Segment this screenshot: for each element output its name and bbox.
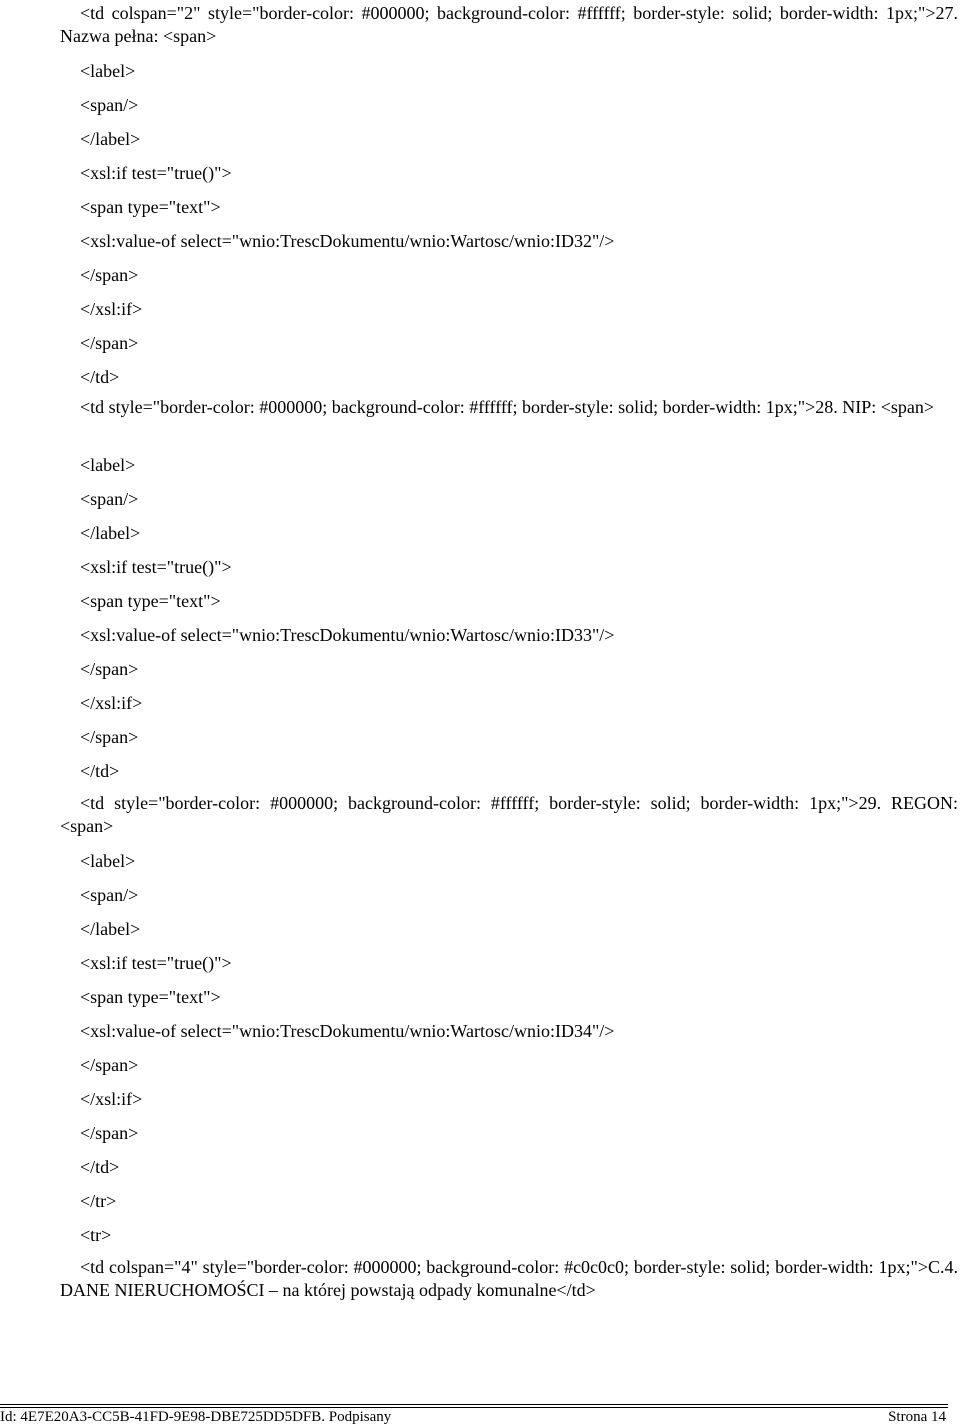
code-line: <xsl:if test="true()"> <box>80 163 232 183</box>
page-number: Strona 14 <box>888 1409 946 1425</box>
code-line: <span type="text"> <box>80 197 221 217</box>
code-paragraph: <td style="border-color: #000000; background-color: #ffffff; border-style: solid; border-width: 1px;">29. REGON: <span> <box>60 793 958 836</box>
code-line: </label> <box>80 919 141 939</box>
code-line: <xsl:value-of select="wnio:TrescDokumentu/wnio:Wartosc/wnio:ID34"/> <box>80 1021 615 1041</box>
code-line: </span> <box>80 727 139 747</box>
code-line: </td> <box>80 1157 120 1177</box>
code-line: </span> <box>80 659 139 679</box>
code-line: </xsl:if> <box>80 1089 143 1109</box>
code-line: <span/> <box>80 885 139 905</box>
code-line: </label> <box>80 129 141 149</box>
code-line: <xsl:if test="true()"> <box>80 557 232 577</box>
code-line: </label> <box>80 523 141 543</box>
code-line: <label> <box>80 851 136 871</box>
code-line: <span type="text"> <box>80 591 221 611</box>
code-line: <label> <box>80 61 136 81</box>
footer-divider <box>0 1404 948 1405</box>
document-id: Id: 4E7E20A3-CC5B-41FD-9E98-DBE725DD5DFB. Podpisany <box>0 1409 392 1425</box>
code-line: <span/> <box>80 95 139 115</box>
code-line: <tr> <box>80 1225 112 1245</box>
code-line: </span> <box>80 1055 139 1075</box>
code-line: </tr> <box>80 1191 117 1211</box>
code-line: </span> <box>80 333 139 353</box>
code-line: <xsl:value-of select="wnio:TrescDokumentu/wnio:Wartosc/wnio:ID32"/> <box>80 231 615 251</box>
code-line: <xsl:value-of select="wnio:TrescDokumentu/wnio:Wartosc/wnio:ID33"/> <box>80 625 615 645</box>
code-paragraph: <td style="border-color: #000000; background-color: #ffffff; border-style: solid; border-width: 1px;">28. NIP: <span> <box>80 397 935 417</box>
code-paragraph: <td colspan="2" style="border-color: #000000; background-color: #ffffff; border-style: solid; border-width: 1px;">27. Nazwa pełna: <span> <box>60 3 958 46</box>
code-line: </span> <box>80 1123 139 1143</box>
code-line: </td> <box>80 367 120 387</box>
code-line: </xsl:if> <box>80 299 143 319</box>
code-line: <label> <box>80 455 136 475</box>
code-paragraph: <td colspan="4" style="border-color: #000000; background-color: #c0c0c0; border-style: solid; border-width: 1px;">C.4. DANE NIERUCHOMOŚCI – na której powstają odpady komunalne</td> <box>60 1257 958 1300</box>
code-line: </span> <box>80 265 139 285</box>
code-line: <span type="text"> <box>80 987 221 1007</box>
code-line: </xsl:if> <box>80 693 143 713</box>
code-line: </td> <box>80 761 120 781</box>
code-line: <xsl:if test="true()"> <box>80 953 232 973</box>
code-line: <span/> <box>80 489 139 509</box>
